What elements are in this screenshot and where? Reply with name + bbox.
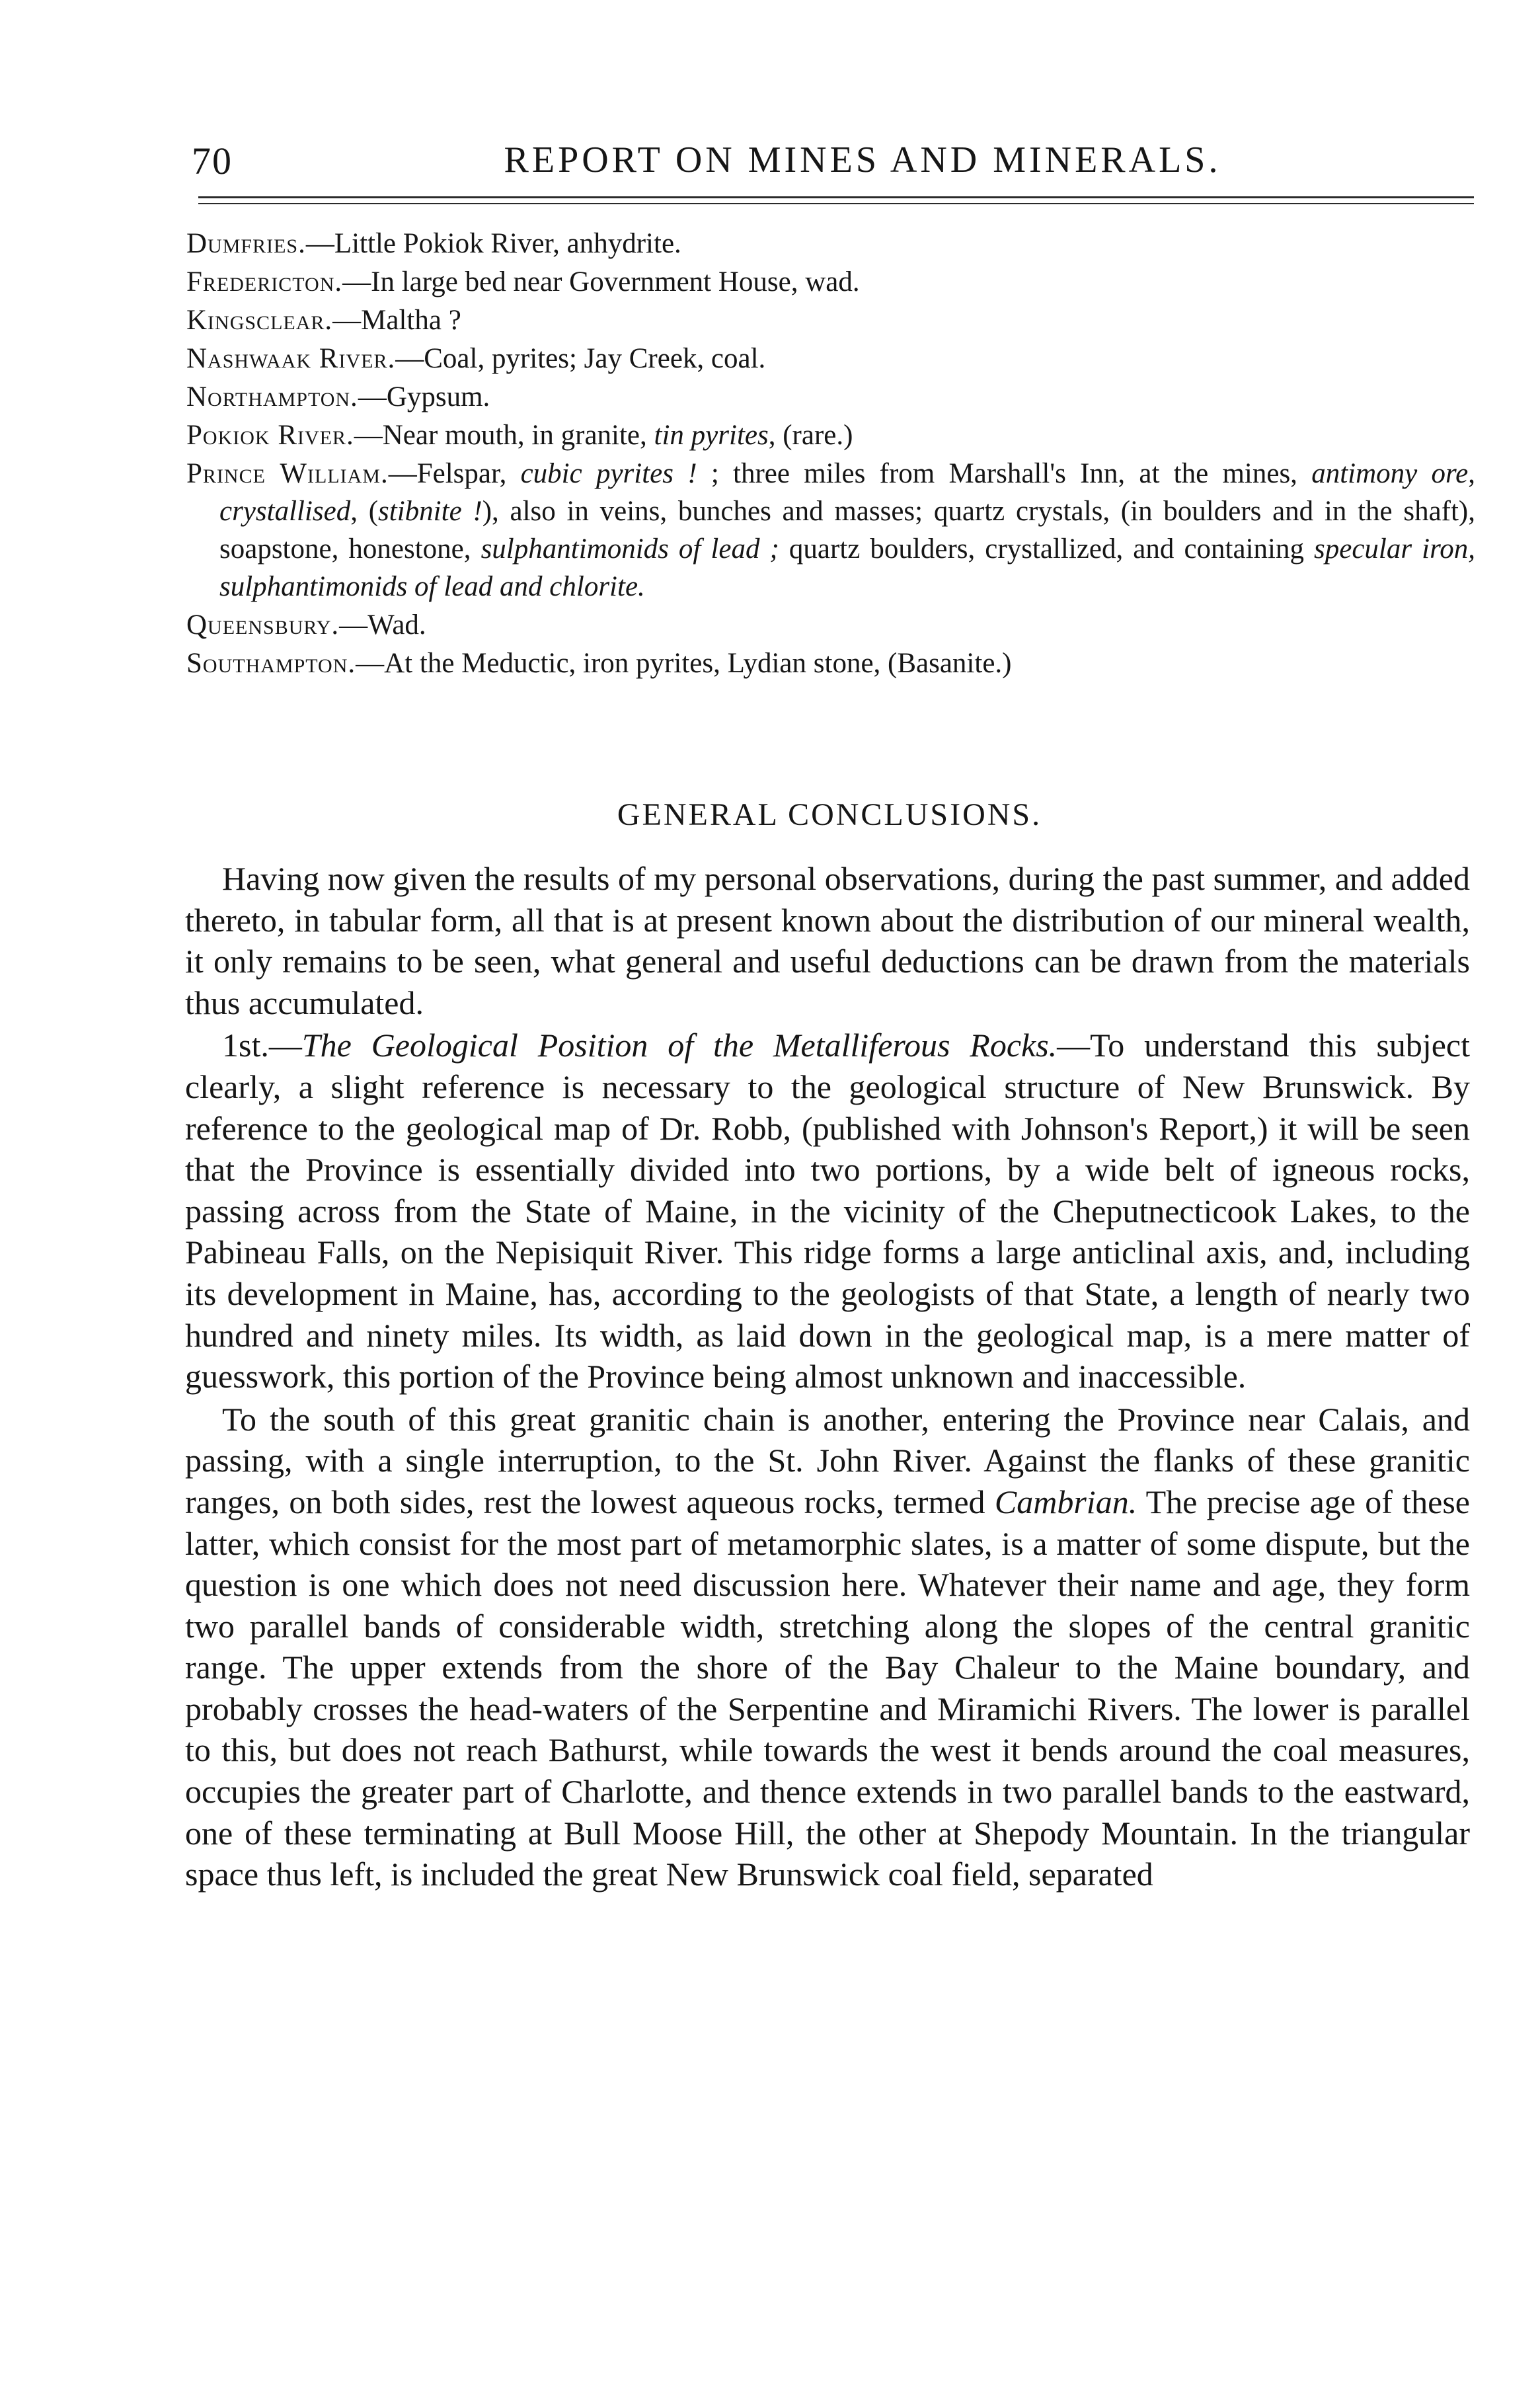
header-rule-bottom <box>198 203 1474 204</box>
running-title: REPORT ON MINES AND MINERALS. <box>504 139 1221 180</box>
page-number: 70 <box>192 139 233 182</box>
paragraph-intro: Having now given the results of my personal observations, during the past summer, and added thereto, in tabular form, all that is at present known about the distribution of our mineral wealth, it only remains to be seen, what general and useful deductions can be drawn from the materials thus accumulated. <box>185 860 1470 1021</box>
list-item: Nashwaak River.—Coal, pyrites; Jay Creek, coal. <box>186 343 766 374</box>
header-rule-top <box>198 196 1474 198</box>
mineral-localities-list <box>186 225 1475 683</box>
section-heading: GENERAL CONCLUSIONS. <box>617 797 1042 832</box>
list-item: Dumfries.—Little Pokiok River, anhydrite. <box>186 228 681 259</box>
paragraph-geological-position: 1st.—The Geological Position of the Metalliferous Rocks.—To understand this subject clearly, a slight reference is necessary to the geological structure of New Brunswick. By reference to the geological map of Dr. Robb, (published with Johnson's Report,) it will be seen that the Province is essentially divided into two portions, by a wide belt of igneous rocks, passing across from the State of Maine, in the vicinity of the Cheputnecticook Lakes, to the Pabineau Falls, on the Nepisiquit River. This ridge forms a large anticlinal axis, and, including its development in Maine, has, according to the geologists of that State, a length of nearly two hundred and ninety miles. Its width, as laid down in the geological map, is a mere matter of guesswork, this portion of the Province being almost unknown and inaccessible. <box>185 1027 1470 1395</box>
list-item: Fredericton.—In large bed near Government House, wad. <box>186 266 860 297</box>
paragraph-title: The Geological Position of the Metalliferous Rocks. <box>301 1027 1058 1064</box>
list-item: Kingsclear.—Maltha ? <box>186 305 461 336</box>
body-text <box>185 858 1470 1895</box>
list-item-prince-william: Prince William.—Felspar, cubic pyrites ! ; three miles from Marshall's Inn, at the mines, antimony ore, crystallised, (stibnite !), also in veins, bunches and masses; quartz crystals, (in boulders and in the shaft), soapstone, honestone, sulphantimonids of lead ; quartz boulders, crystallized, and containing specular iron, sulphantimonids of lead and chlorite. <box>186 458 1476 602</box>
page-header <box>165 131 1461 190</box>
list-item: Southampton.—At the Meductic, iron pyrites, Lydian stone, (Basanite.) <box>186 648 1012 679</box>
list-item: Pokiok River.—Near mouth, in granite, tin pyrites, (rare.) <box>186 420 853 451</box>
paragraph-granitic-chain: To the south of this great granitic chain is another, entering the Province near Calais, and passing, with a single interruption, to the St. John River. Against the flanks of these granitic ranges, on both sides, rest the lowest aqueous rocks, termed Cambrian. The precise age of these latter, which consist for the most part of metamorphic slates, is a matter of some dispute, but the question is one which does not need discussion here. Whatever their name and age, they form two parallel bands of considerable width, stretching along the slopes of the central granitic range. The upper extends from the shore of the Bay Chaleur to the Maine boundary, and probably crosses the head-waters of the Serpentine and Miramichi Rivers. The lower is parallel to this, but does not reach Bathurst, while towards the west it bends around the coal measures, occupies the greater part of Charlotte, and thence extends in two parallel bands to the eastward, one of these terminating at Bull Moose Hill, the other at Shepody Mountain. In the triangular space thus left, is included the great New Brunswick coal field, separated <box>185 1400 1470 1893</box>
list-item: Queensbury.—Wad. <box>186 609 426 641</box>
list-item: Northampton.—Gypsum. <box>186 381 490 412</box>
